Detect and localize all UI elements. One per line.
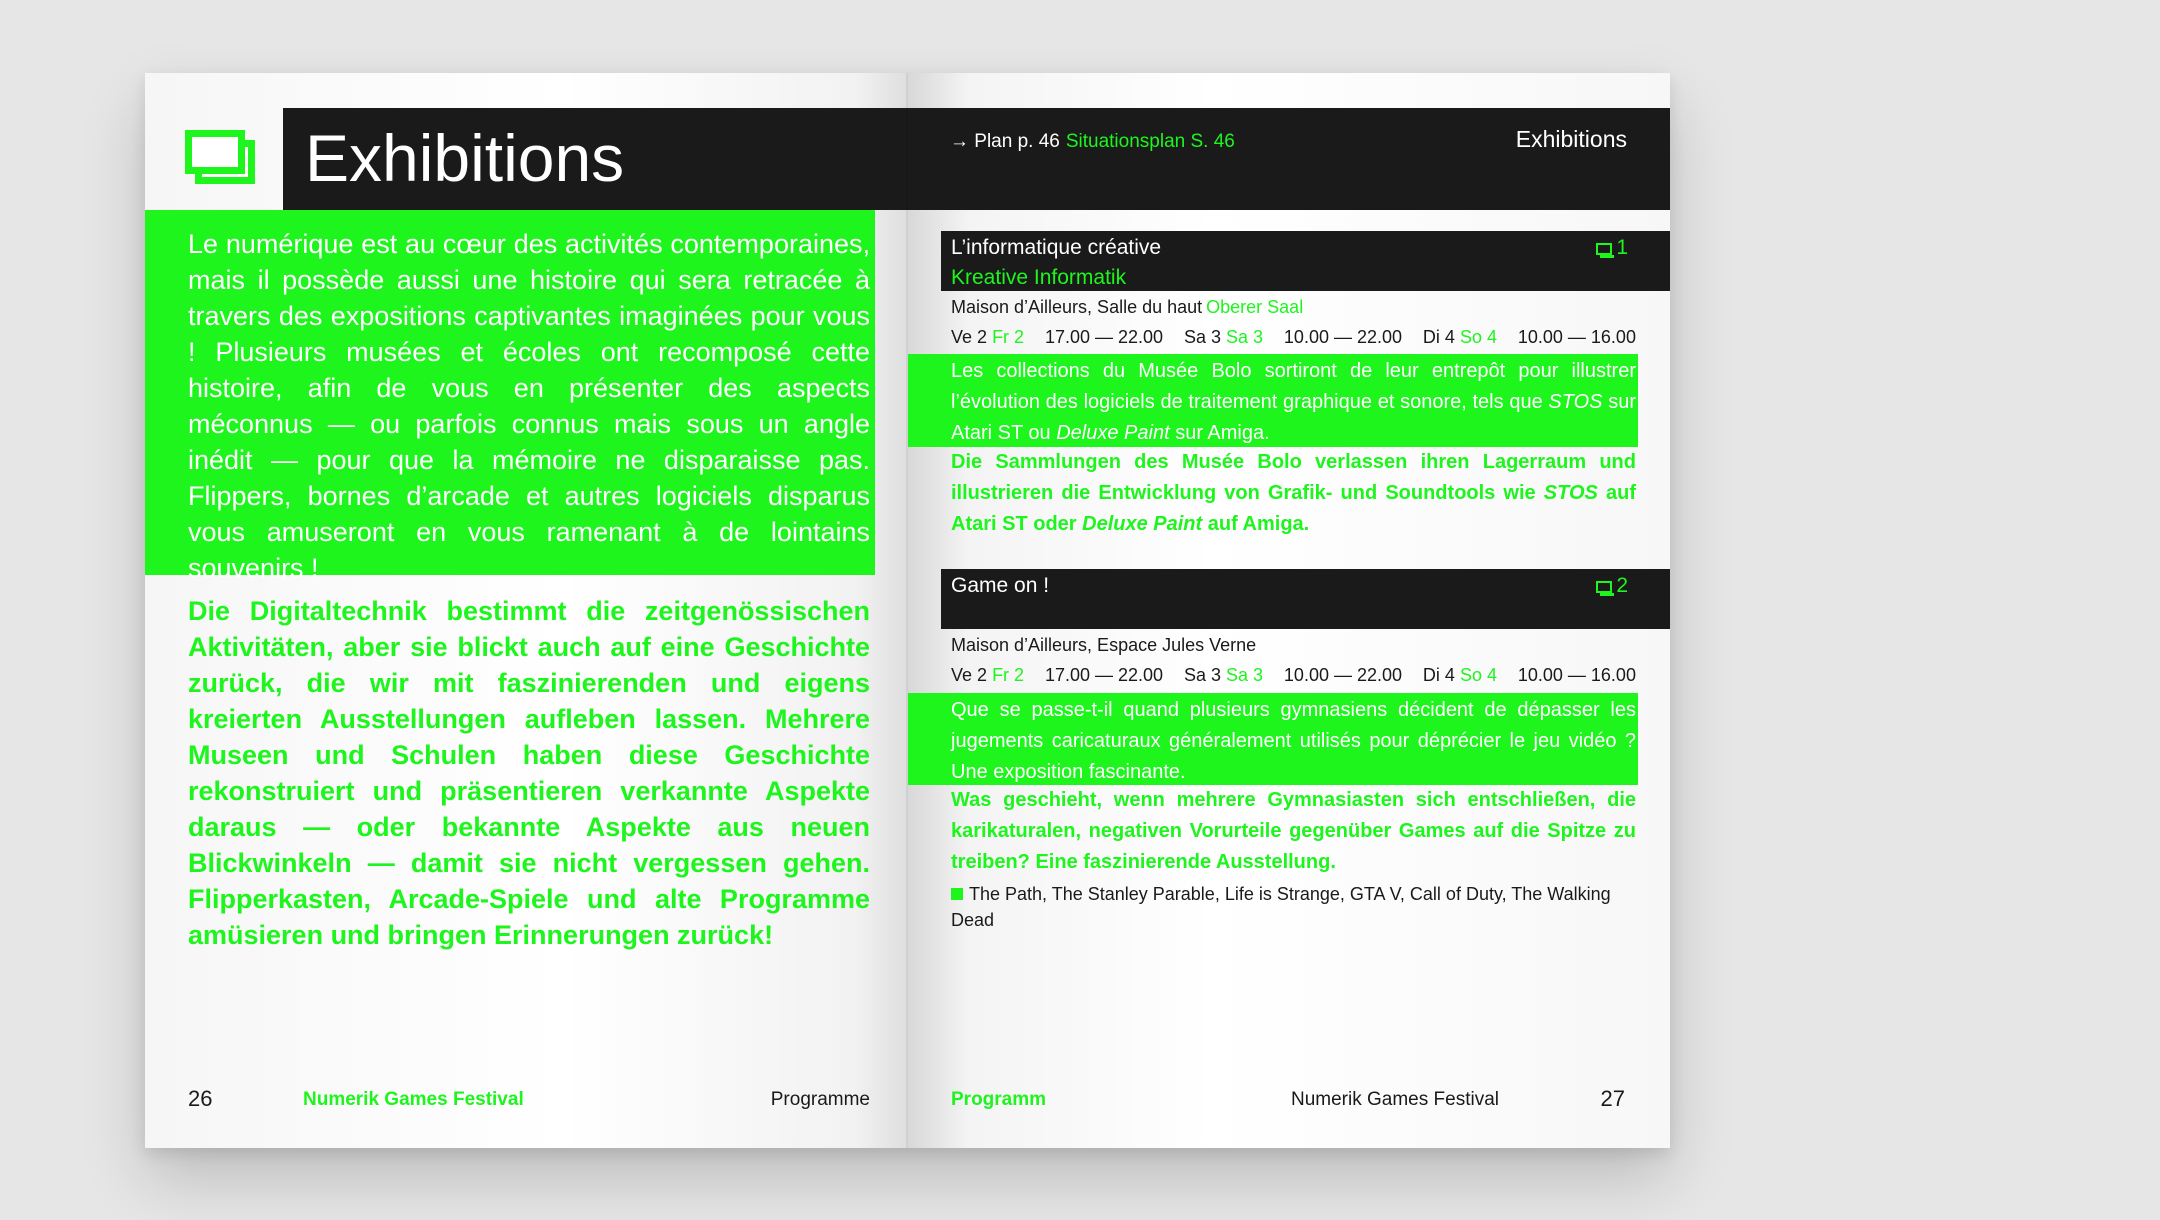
- page-number: 26: [188, 1086, 213, 1111]
- exhibition-2-header: [941, 569, 1670, 629]
- plan-de: Situationsplan S. 46: [1065, 131, 1235, 152]
- right-page: [908, 73, 1670, 1148]
- screens-logo-icon: [185, 130, 259, 186]
- header-title: Exhibitions: [1515, 126, 1627, 152]
- screen-icon: [1596, 243, 1612, 255]
- page-title: Exhibitions: [305, 121, 625, 195]
- exhibition-2-title-fr: Game on !: [951, 574, 1050, 597]
- page-number: 27: [1600, 1086, 1625, 1111]
- footer-section: Programme: [770, 1089, 870, 1110]
- intro-de-text: Die Digitaltechnik bestimmt die zeitgenössischen Aktivitäten, aber sie blickt auch auf eine Geschichte zurück, die wir mit faszinierenden und eigens kreierten Ausstellungen aufleben lassen. Mehrere Museen und Schulen haben diese Geschichte rekonstruiert und präsentieren verkannte Aspekte daraus — oder bekannte Aspekte aus neuen Blickwinkeln — damit sie nicht vergessen gehen. Flipperkasten, Arcade-Spiele und alte Programme amüsieren und bringen Erinnerungen zurück!: [188, 596, 870, 950]
- bullet-square-icon: [951, 888, 963, 900]
- intro-fr-text: Le numérique est au cœur des activités contemporaines, mais il possède aussi une histoire qui sera retracée à travers des expositions captivantes imaginées pour vous ! Plusieurs musées et écoles ont recomposé cette histoire, afin de vous en présenter des aspects méconnus — ou parfois connus mais sous un angle inédit — pour que la mémoire ne disparaisse pas. Flippers, bornes d’arcade et autres logiciels disparus vous amuseront en vous ramenant à de lointains souvenirs !: [188, 229, 870, 583]
- exhibition-1-desc-de: Die Sammlungen des Musée Bolo verlassen ihren Lagerraum und illustrieren die Entwicklung von Grafik- und Soundtools wie STOS auf Atari ST oder Deluxe Paint auf Amiga.: [951, 451, 1636, 535]
- intro-fr-block: [145, 210, 875, 583]
- footer-festival: Numerik Games Festival: [1291, 1089, 1499, 1110]
- exhibition-1-desc-fr: Les collections du Musée Bolo sortiront de leur entrepôt pour illustrer l’évolution des logiciels de traitement graphique et sonore, tels que STOS sur Atari ST ou Deluxe Paint sur Amiga.: [951, 360, 1637, 444]
- exhibition-1-title-fr: L’informatique créative: [951, 236, 1162, 259]
- footer-section-de: Programm: [951, 1089, 1047, 1110]
- exhibition-2-times: Ve 2 Fr 2 17.00 — 22.00 Sa 3 Sa 3 10.00 — 22.00 Di 4 So 4 10.00 — 16.00: [951, 665, 1636, 685]
- plan-reference: [950, 131, 1235, 153]
- exhibition-2-venue: Maison d’Ailleurs, Espace Jules Verne: [951, 635, 1257, 655]
- right-header: [908, 108, 1670, 210]
- section-header: [283, 108, 908, 210]
- exhibition-1-number: 1: [1596, 233, 1628, 263]
- exhibition-2-desc-de: Was geschieht, wenn mehrere Gymnasiasten sich entschließen, die karikaturalen, negativen Vorurteile gegenüber Games auf die Spitze zu treiben? Eine faszinierende Ausstellung.: [951, 789, 1636, 873]
- footer-festival: Numerik Games Festival: [303, 1089, 524, 1110]
- exhibition-1-times: Ve 2 Fr 2 17.00 — 22.00 Sa 3 Sa 3 10.00 — 22.00 Di 4 So 4 10.00 — 16.00: [951, 327, 1636, 347]
- plan-fr: → Plan p. 46: [950, 131, 1060, 152]
- exhibition-1-desc-fr-block: [908, 354, 1638, 447]
- exhibition-2-desc-fr-block: [908, 693, 1638, 785]
- exhibition-2-number: 2: [1596, 571, 1628, 601]
- exhibition-2-desc-fr: Que se passe-t-il quand plusieurs gymnasiens décident de dépasser les jugements caricaturaux généralement utilisés pour déprécier le jeu vidéo ? Une exposition fascinante.: [951, 699, 1636, 783]
- exhibition-2-games: The Path, The Stanley Parable, Life is Strange, GTA V, Call of Duty, The Walking Dead: [951, 884, 1611, 930]
- exhibition-1-title-de: Kreative Informatik: [951, 266, 1127, 289]
- exhibition-1-header: [941, 231, 1670, 291]
- exhibition-1-venue: Maison d’Ailleurs, Salle du haut Oberer Saal: [951, 297, 1304, 317]
- left-page: [145, 73, 908, 1148]
- screen-icon: [1596, 581, 1612, 593]
